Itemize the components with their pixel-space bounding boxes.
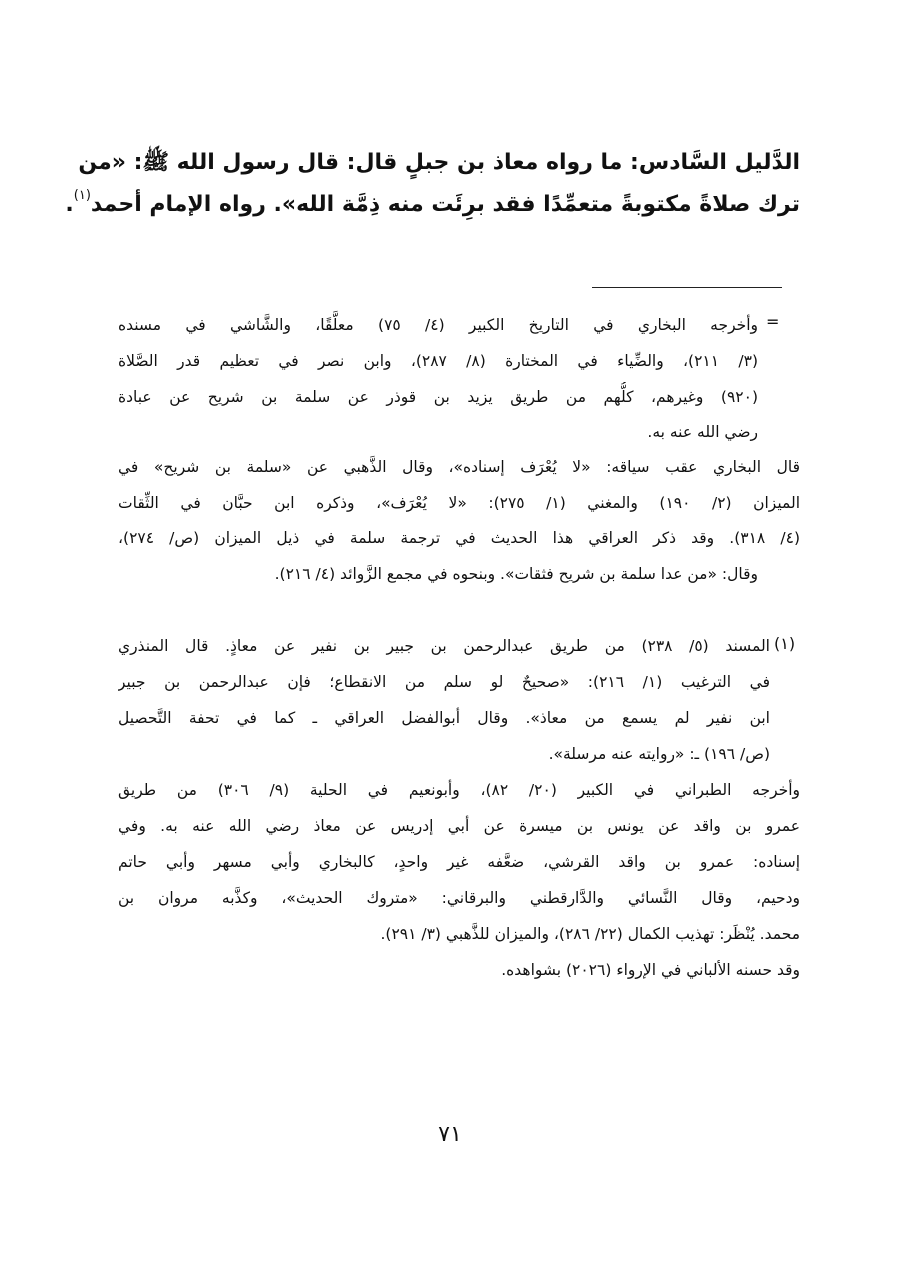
footnote-line: في الترغيب (١/ ٢١٦): «صحيحٌ لو سلم من الانقطاع؛ فإن عبدالرحمن بن جبير <box>118 673 770 691</box>
footnote-1-marker: (١) <box>774 634 796 653</box>
footnote-line: ابن نفير لم يسمع من معاذ». وقال أبوالفضل العراقي ـ كما في تحفة التَّحصيل <box>118 709 770 727</box>
footnote-line: وقال: «من عدا سلمة بن شريح فثقات». وبنحوه في مجمع الزَّوائد (٤/ ٢١٦). <box>274 565 758 583</box>
footnote-line: عمرو بن واقد عن يونس بن ميسرة عن أبي إدريس عن معاذ رضي الله عنه به. وفي <box>118 817 800 835</box>
footnote-line: (ص/ ١٩٦) ـ: «روايته عنه مرسلة». <box>548 745 770 763</box>
footnote-line: (٣/ ٢١١)، والضِّياء في المختارة (٨/ ٢٨٧)، وابن نصر في تعظيم قدر الصَّلاة <box>118 352 758 370</box>
page-number: ٧١ <box>438 1122 462 1147</box>
footnote-line: (٤/ ٣١٨). وقد ذكر العراقي هذا الحديث في ترجمة سلمة في ذيل الميزان (ص/ ٢٧٤)، <box>118 529 800 547</box>
main-line: الدَّليل السَّادس: ما رواه معاذ بن جبلٍ قال: قال رسول الله ﷺ: «من <box>78 150 800 175</box>
footnote-line: (٩٢٠) وغيرهم، كلُّهم من طريق يزيد بن قوذر عن سلمة بن شريح عن عبادة <box>118 388 758 406</box>
footnote-line: وأخرجه البخاري في التاريخ الكبير (٤/ ٧٥) معلَّقًا، والشَّاشي في مسنده <box>118 316 758 334</box>
footnote-line: قال البخاري عقب سياقه: «لا يُعْرَف إسناده»، وقال الذَّهبي عن «سلمة بن شريح» في <box>118 458 800 476</box>
footnote-line: وقد حسنه الألباني في الإرواء (٢٠٢٦) بشواهده. <box>501 961 800 979</box>
continuation-marker: = <box>766 312 780 331</box>
footnote-separator <box>592 287 782 288</box>
footnote-line: المسند (٥/ ٢٣٨) من طريق عبدالرحمن بن جبير بن نفير عن معاذٍ. قال المنذري <box>118 637 770 655</box>
footnote-line: ودحيم، وقال النَّسائي والدَّارقطني والبرقاني: «متروك الحديث»، وكذَّبه مروان بن <box>118 889 800 907</box>
footnote-line: وأخرجه الطبراني في الكبير (٢٠/ ٨٢)، وأبونعيم في الحلية (٩/ ٣٠٦) من طريق <box>118 781 800 799</box>
footnote-line: رضي الله عنه به. <box>647 423 758 441</box>
main-line <box>65 185 800 225</box>
main-line-text: ترك صلاةً مكتوبةً متعمِّدًا فقد برِئَت منه ذِمَّة الله». رواه الإمام أحمد <box>90 192 800 217</box>
footnote-line: محمد. يُنْظَر: تهذيب الكمال (٢٢/ ٢٨٦)، والميزان للذَّهبي (٣/ ٢٩١). <box>380 925 800 943</box>
footnote-ref[interactable]: (١) <box>73 188 91 203</box>
period: . <box>65 192 74 217</box>
footnote-line: الميزان (٢/ ١٩٠) والمغني (١/ ٢٧٥): «لا يُعْرَف»، وذكره ابن حبَّان في الثِّقات <box>118 494 800 512</box>
footnote-line: إسناده: عمرو بن واقد القرشي، ضعَّفه غير واحدٍ، كالبخاري وأبي مسهر وأبي حاتم <box>118 853 800 871</box>
